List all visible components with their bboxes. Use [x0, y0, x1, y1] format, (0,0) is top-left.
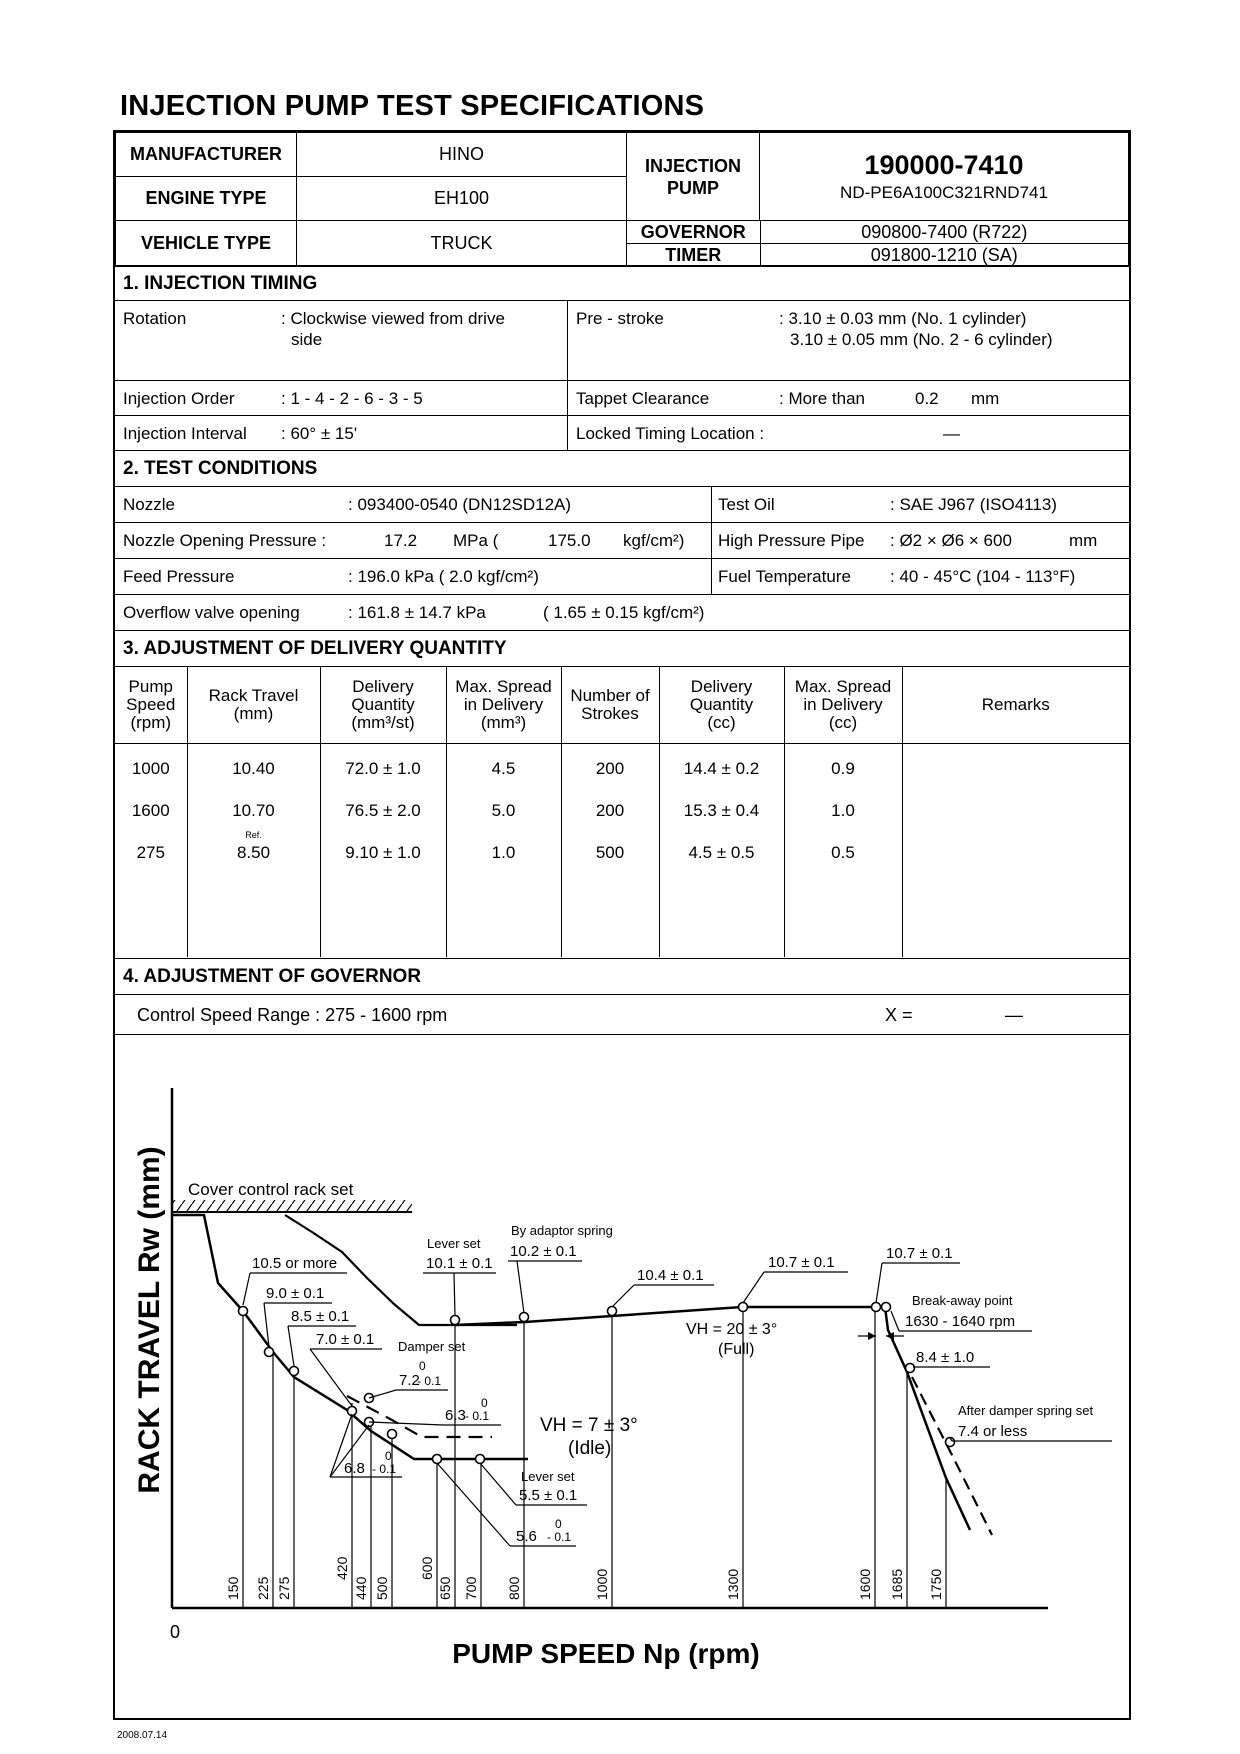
section-delivery: 3. ADJUSTMENT OF DELIVERY QUANTITY [115, 631, 1129, 667]
manufacturer-value: HINO [297, 133, 627, 177]
nop-row [115, 523, 1129, 559]
overflow-kgf: ( 1.65 ± 0.15 kgf/cm²) [543, 603, 705, 622]
control-speed-row [115, 995, 1129, 1035]
note-10-2: 10.2 ± 0.1 [510, 1243, 577, 1260]
governor-diagram [115, 1035, 1129, 1718]
col-delivery-qty-cc: Delivery Quantity (cc) [659, 667, 784, 743]
hpp-unit: mm [1069, 531, 1098, 550]
order-row [115, 381, 1129, 416]
note-9-0: 9.0 ± 0.1 [266, 1285, 325, 1302]
spread-cells [446, 743, 561, 957]
timer-value: 091800-1210 (SA) [760, 244, 1128, 267]
note-after-damper: After damper spring set [958, 1403, 1094, 1418]
speed-label: 440 [353, 1576, 369, 1600]
note-lever-set-2: Lever set [521, 1469, 575, 1484]
speed-label: 1300 [725, 1568, 741, 1600]
feed-row [115, 559, 1129, 595]
part-number-cell [760, 133, 1129, 221]
svg-text:0: 0 [481, 1396, 488, 1410]
nozzle-row [115, 487, 1129, 523]
col-remarks: Remarks [902, 667, 1129, 743]
vehicle-type-value: TRUCK [297, 221, 627, 267]
table-row-spread: 1.0 [491, 842, 516, 862]
control-speed-range: Control Speed Range : 275 - 1600 rpm [137, 1005, 448, 1025]
table-row-strokes: 200 [595, 758, 625, 778]
nop-kgf-unit: kgf/cm²) [623, 531, 685, 550]
svg-text:- 0.1: - 0.1 [465, 1409, 490, 1423]
cover-label: Cover control rack set [188, 1180, 354, 1199]
section-injection-timing: 1. INJECTION TIMING [115, 265, 1129, 301]
manufacturer-label: MANUFACTURER [116, 133, 297, 177]
rotation-value-2: side [291, 330, 323, 349]
table-row-rack: 10.70 [232, 800, 275, 820]
svg-text:- 0.1: - 0.1 [547, 1530, 572, 1544]
delivery-table-area [115, 667, 1129, 959]
nop-mpa-unit: MPa ( [453, 531, 499, 550]
note-5-6: 5.6 [516, 1528, 537, 1545]
note-8-5: 8.5 ± 0.1 [291, 1308, 350, 1325]
y-axis-title: RACK TRAVEL Rw (mm) [133, 1146, 166, 1494]
speed-labels [225, 1556, 944, 1600]
page-title: INJECTION PUMP TEST SPECIFICATIONS [120, 90, 705, 122]
part-number: 190000-7410 [864, 150, 1024, 180]
col-max-spread-mm3: Max. Spread in Delivery (mm³) [446, 667, 561, 743]
cc-cells [659, 743, 784, 957]
table-row-cc: 15.3 ± 0.4 [683, 800, 760, 820]
note-10-7-b: 10.7 ± 0.1 [886, 1245, 953, 1262]
col-strokes: Number of Strokes [561, 667, 659, 743]
x-value: — [1005, 1005, 1023, 1025]
note-breakaway: Break-away point [912, 1293, 1013, 1308]
speed-label: 275 [276, 1576, 292, 1600]
note-6-3: 6.3 [445, 1407, 466, 1424]
origin-label: 0 [169, 1622, 181, 1642]
note-10-7-a: 10.7 ± 0.1 [768, 1254, 835, 1271]
remarks-cell [902, 743, 1129, 957]
nozzle-value: : 093400-0540 (DN12SD12A) [348, 495, 572, 514]
rotation-row [115, 301, 1129, 381]
col-pump-speed: Pump Speed (rpm) [115, 667, 187, 743]
table-row-strokes: 500 [595, 842, 625, 862]
col-rack-travel: Rack Travel (mm) [187, 667, 320, 743]
speed-label: 800 [506, 1576, 522, 1600]
speed-label: 650 [437, 1576, 453, 1600]
governor-label: GOVERNOR [627, 221, 760, 244]
speed-label: 1750 [928, 1568, 944, 1600]
note-10-5: 10.5 or more [252, 1255, 338, 1272]
feed-value: : 196.0 kPa ( 2.0 kgf/cm²) [348, 567, 539, 586]
speed-label: 700 [463, 1576, 479, 1600]
note-7-4: 7.4 or less [958, 1423, 1028, 1440]
test-oil-value: : SAE J967 (ISO4113) [890, 495, 1057, 514]
annotations [243, 1223, 1112, 1546]
note-7-2: 7.2 [399, 1372, 420, 1389]
header-table [115, 132, 1129, 267]
table-row-qty: 76.5 ± 2.0 [345, 800, 421, 820]
order-value: : 1 - 4 - 2 - 6 - 3 - 5 [281, 389, 423, 408]
locked-value: — [943, 424, 960, 443]
strokes-cells [561, 743, 659, 957]
ref-note: Ref. [245, 829, 262, 840]
interval-row [115, 416, 1129, 451]
table-row-strokes: 200 [595, 800, 625, 820]
rotation-label: Rotation [123, 309, 187, 328]
note-full: (Full) [718, 1341, 755, 1358]
x-label: X = [885, 1005, 913, 1025]
injection-pump-label: INJECTION PUMP [627, 133, 760, 221]
tappet-unit: mm [971, 389, 1000, 408]
nop-label: Nozzle Opening Pressure : [123, 531, 327, 550]
qty-cells [320, 743, 446, 957]
prestroke-label: Pre - stroke [576, 309, 664, 328]
note-adaptor: By adaptor spring [511, 1223, 613, 1238]
fuel-temp-label: Fuel Temperature [718, 567, 851, 586]
table-row-rack: Ref. 8.50 [188, 832, 320, 874]
svg-text:- 0.1: - 0.1 [417, 1374, 442, 1388]
prestroke-value-1: : 3.10 ± 0.03 mm (No. 1 cylinder) [779, 309, 1027, 328]
speed-label: 500 [374, 1576, 390, 1600]
speed-label: 225 [255, 1576, 271, 1600]
svg-text:- 0.1: - 0.1 [372, 1462, 397, 1476]
after-damper-dashed [912, 1377, 992, 1535]
interval-label: Injection Interval [123, 424, 247, 443]
engine-type-value: EH100 [297, 177, 627, 221]
svg-text:0: 0 [555, 1517, 562, 1531]
rotation-value-1: : Clockwise viewed from drive [281, 309, 505, 328]
test-oil-label: Test Oil [718, 495, 775, 514]
note-idle: (Idle) [568, 1438, 612, 1459]
speed-label: 600 [419, 1556, 435, 1580]
pump-model: ND-PE6A100C321RND741 [840, 183, 1048, 202]
vehicle-type-label: VEHICLE TYPE [116, 221, 297, 267]
section-governor: 4. ADJUSTMENT OF GOVERNOR [115, 959, 1129, 995]
speed-label: 1000 [594, 1568, 610, 1600]
col-max-spread-cc: Max. Spread in Delivery (cc) [784, 667, 902, 743]
tappet-number: 0.2 [915, 389, 939, 408]
note-5-5: 5.5 ± 0.1 [519, 1487, 578, 1504]
svg-text:0: 0 [385, 1449, 392, 1463]
table-row-cc: 4.5 ± 0.5 [688, 842, 755, 862]
overflow-value: : 161.8 ± 14.7 kPa [348, 603, 486, 622]
table-row-rack: 10.40 [232, 758, 275, 778]
overflow-label: Overflow valve opening [123, 603, 300, 622]
x-axis-title: PUMP SPEED Np (rpm) [452, 1638, 760, 1669]
order-label: Injection Order [123, 389, 235, 408]
table-row-cc-spread: 0.9 [831, 758, 855, 778]
delivery-table [115, 667, 1129, 957]
note-lever-set-1: Lever set [427, 1236, 481, 1251]
engine-type-label: ENGINE TYPE [116, 177, 297, 221]
note-7-0: 7.0 ± 0.1 [316, 1331, 375, 1348]
rack-cells [187, 743, 320, 957]
overflow-row [115, 595, 1129, 631]
table-row-cc: 14.4 ± 0.2 [683, 758, 760, 778]
footer-date: 2008.07.14 [117, 1730, 168, 1741]
cover-hatch [172, 1200, 412, 1212]
nop-mpa: 17.2 [384, 531, 418, 550]
col-delivery-qty-mm3: Delivery Quantity (mm³/st) [320, 667, 446, 743]
table-row-speed: 1000 [131, 758, 170, 778]
nop-kgf: 175.0 [548, 531, 591, 550]
locked-label: Locked Timing Location : [576, 424, 765, 443]
speed-label: 420 [334, 1556, 350, 1580]
table-row-speed: 1600 [131, 800, 170, 820]
section-test-conditions: 2. TEST CONDITIONS [115, 451, 1129, 487]
hpp-label: High Pressure Pipe [718, 531, 865, 550]
note-6-8: 6.8 [344, 1460, 365, 1477]
speed-label: 1600 [857, 1568, 873, 1600]
governor-value: 090800-7400 (R722) [760, 221, 1128, 244]
table-row-cc-spread: 1.0 [831, 800, 855, 820]
svg-text:0: 0 [419, 1359, 426, 1373]
table-row-qty: 9.10 ± 1.0 [345, 842, 421, 862]
nozzle-label: Nozzle [123, 495, 175, 514]
note-breakaway-rpm: 1630 - 1640 rpm [905, 1313, 1016, 1330]
speed-cells [115, 743, 187, 957]
prestroke-value-2: 3.10 ± 0.05 mm (No. 2 - 6 cylinder) [790, 330, 1053, 349]
note-8-4: 8.4 ± 1.0 [916, 1349, 975, 1366]
spec-sheet [113, 130, 1131, 1720]
table-row-spread: 4.5 [491, 758, 516, 778]
interval-value: : 60° ± 15' [281, 424, 358, 443]
speed-label: 150 [225, 1576, 241, 1600]
table-row-speed: 275 [136, 842, 165, 862]
cc-spread-cells [784, 743, 902, 957]
note-10-1: 10.1 ± 0.1 [426, 1255, 493, 1272]
note-vh-idle: VH = 7 ± 3° [540, 1415, 638, 1436]
governor-timer-cell [627, 221, 1129, 267]
table-row-qty: 72.0 ± 1.0 [345, 758, 421, 778]
feed-label: Feed Pressure [123, 567, 235, 586]
table-row-cc-spread: 0.5 [831, 842, 855, 862]
tappet-value: : More than [779, 389, 865, 408]
hpp-value: : Ø2 × Ø6 × 600 [890, 531, 1012, 550]
timer-label: TIMER [627, 244, 760, 267]
table-row-spread: 5.0 [491, 800, 516, 820]
fuel-temp-value: : 40 - 45°C (104 - 113°F) [890, 567, 1076, 586]
note-10-4: 10.4 ± 0.1 [637, 1267, 704, 1284]
speed-label: 1685 [889, 1568, 905, 1600]
note-vh-full: VH = 20 ± 3° [686, 1321, 778, 1338]
note-damper-set: Damper set [398, 1339, 466, 1354]
tappet-label: Tappet Clearance [576, 389, 710, 408]
